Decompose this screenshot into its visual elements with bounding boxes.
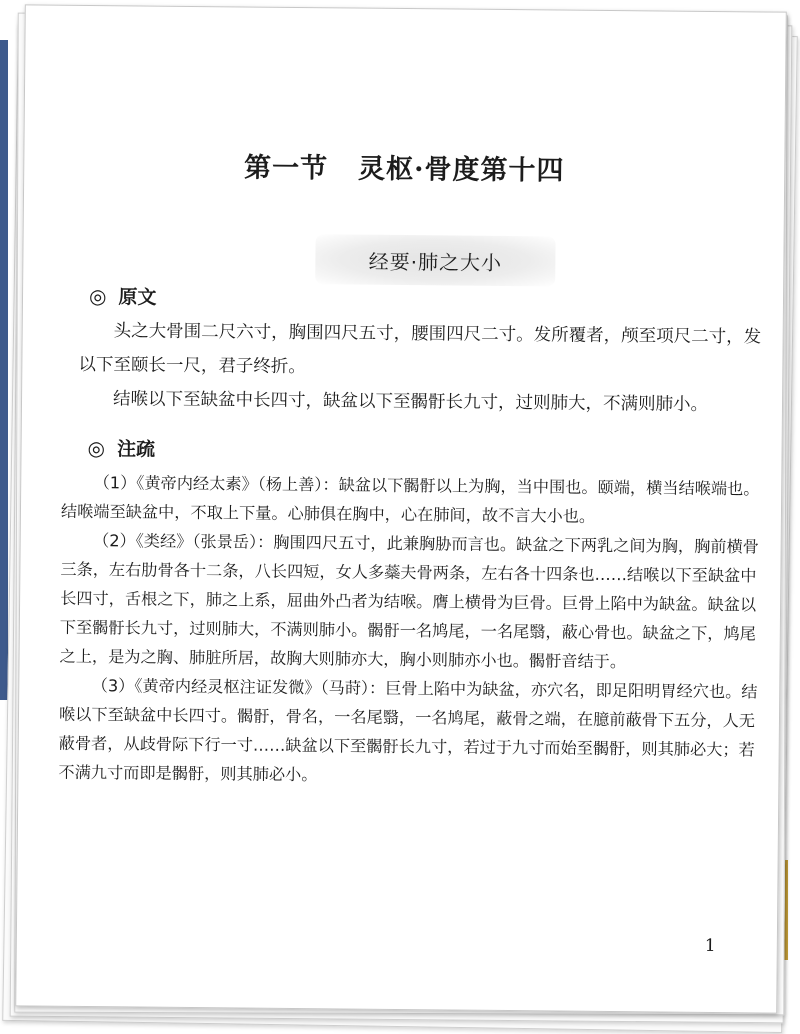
section-heading-notes-label: 注疏: [116, 438, 156, 461]
commentary-paragraph: （2）《类经》（张景岳）：胸围四尺五寸，此兼胸胁而言也。缺盆之下两乳之间为胸，胸前横骨三条，左右肋骨各十二条，八长四短，女人多蘂夫骨两条，左右各十四条也……结喉以下至缺盆中长四寸，舌根之下，肺之上系，屈曲外凸者为结喉。膺上横骨为巨骨。巨骨上陷中为缺盆。缺盆以下至𩩲骬长九寸，过则肺大，不满则肺小。𩩲骬一名鸠尾，一名尾翳，蔽心骨也。缺盆之下，鸠尾之上，是为之胸、肺脏所居，故胸大则肺亦大，胸小则肺亦小也。𩩲骬音结于。: [59, 531, 760, 672]
double-circle-icon: ◎: [87, 435, 106, 460]
chapter-section-number: 第一节: [243, 152, 329, 185]
commentary-paragraph: （1）《黄帝内经太素》（杨上善）：缺盆以下𩩲骬以上为胸，当中围也。颐端，横当结喉端也。结喉端至缺盆中，不取上下量。心肺俱在胸中，心在肺间，故不言大小也。: [60, 473, 760, 526]
book-edge-blue: [0, 40, 8, 700]
topic-banner-text: 经要·肺之大小: [368, 249, 503, 275]
page-number: 1: [704, 935, 716, 957]
original-paragraph: 头之大骨围二尺六寸，胸围四尺五寸，腰围四尺二寸。发所覆者，颅至项尺二寸，发以下至颐长一尺，君子终折。: [78, 321, 762, 378]
original-text: [78, 314, 769, 423]
chapter-title-text: 灵枢·骨度第十四: [357, 153, 565, 187]
double-circle-icon: ◎: [88, 283, 107, 308]
original-paragraph: 结喉以下至缺盆中长四寸，缺盆以下至𩩲骬长九寸，过则肺大，不满则肺小。: [112, 389, 709, 415]
section-heading-notes: [87, 434, 155, 462]
chapter-title: [24, 143, 784, 189]
book-page: [15, 4, 787, 1013]
section-heading-original: [89, 282, 157, 310]
commentary-text: [58, 468, 771, 794]
commentary-paragraph: （3）《黄帝内经灵枢注证发微》（马莳）：巨骨上陷中为缺盆，亦穴名，即足阳明胃经穴也。结喉以下至缺盆中长四寸。𩩲骬，骨名，一名尾翳，一名鸠尾，蔽骨之端，在臆前蔽骨下五分，人无蔽骨者，从歧骨际下行一寸……缺盆以下至𩩲骬长九寸，若过于九寸而始至𩩲骬，则其肺必大；若不满九寸而即是𩩲骬，则其肺必小。: [58, 676, 758, 785]
section-heading-original-label: 原文: [118, 286, 157, 309]
topic-banner: [315, 234, 555, 286]
